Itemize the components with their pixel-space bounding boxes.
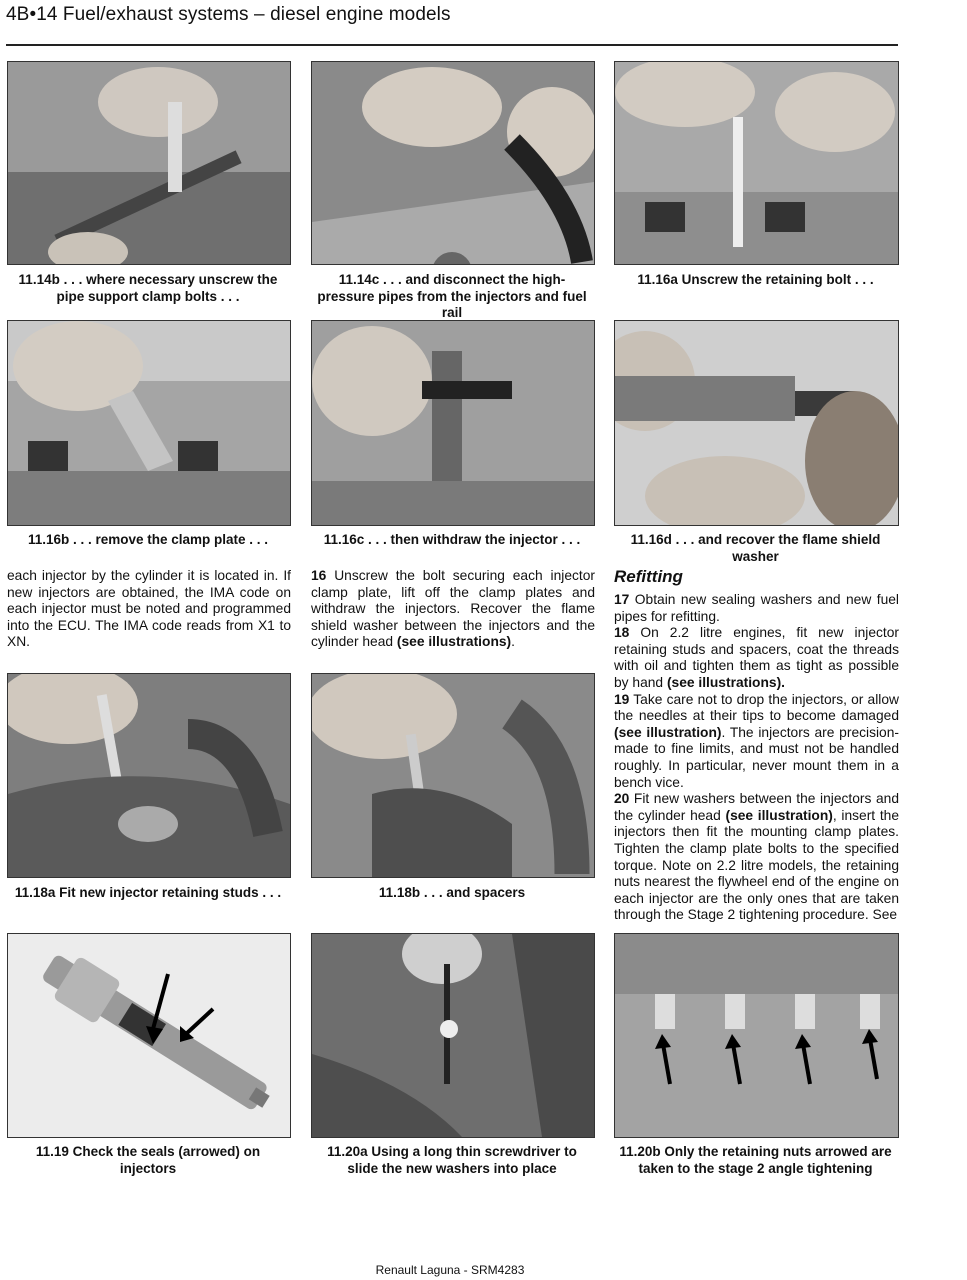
caption-11-16c: 11.16c . . . then withdraw the injector . . . xyxy=(323,532,581,547)
para-number-18: 18 xyxy=(614,625,630,641)
body-text-col1 xyxy=(7,568,291,651)
caption-11-14c: 11.14c . . . and disconnect the high-pressure pipes from the injectors and fuel rail xyxy=(317,272,587,320)
para-20-ref: (see illustration) xyxy=(725,807,833,823)
paragraph-17 xyxy=(614,592,899,625)
photo-11-16b xyxy=(7,320,291,526)
paragraph-19 xyxy=(614,692,899,792)
photo-11-18a xyxy=(7,673,291,878)
para-20-text: Fit new washers between the injectors and the cylinder head xyxy=(614,791,899,823)
body-text-col2 xyxy=(311,568,595,651)
paragraph-18 xyxy=(614,625,899,691)
photo-11-18b xyxy=(311,673,595,878)
paragraph-continuation: each injector by the cylinder it is located in. If new injectors are obtained, the IMA code on each injector must be noted and programmed into the ECU. The IMA code reads from X1 to XN. xyxy=(7,568,291,650)
page-number: 4B•14 xyxy=(6,4,58,25)
chapter-title: Fuel/exhaust systems – diesel engine models xyxy=(62,4,451,25)
page-footer: Renault Laguna - SRM4283 xyxy=(375,1263,525,1277)
para-19-end: . The injectors are precision-made to fine limits, and must not be handled roughly. In particular, never mount them in a bench vice. xyxy=(614,724,899,790)
header-rule xyxy=(6,44,898,46)
paragraph-20 xyxy=(614,791,899,924)
photo-11-16a xyxy=(614,61,899,265)
caption-11-20a: 11.20a Using a long thin screwdriver to slide the new washers into place xyxy=(327,1144,577,1176)
para-16-end: . xyxy=(511,634,515,650)
body-text-col3 xyxy=(614,592,899,924)
caption-11-19: 11.19 Check the seals (arrowed) on injectors xyxy=(35,1144,261,1176)
para-number-16: 16 xyxy=(311,568,327,583)
para-16-text: Unscrew the bolt securing each injector clamp plate, lift off the clamp plates and withdraw the injectors. Recover the flame shield washer between the injectors and the cylinder head xyxy=(311,568,595,650)
para-20-end: , insert the injectors then fit the mounting clamp plates. Tighten the clamp plate bolts to the specified torque. Note on 2.2 litre models, the retaining nuts nearest the flywheel end of the engine on each injector are the only ones that are taken through the Stage 2 tightening procedure. See xyxy=(614,807,900,923)
para-16-ref: (see illustrations) xyxy=(396,634,512,650)
caption-11-16b: 11.16b . . . remove the clamp plate . . . xyxy=(27,532,269,547)
photo-11-14c xyxy=(311,61,595,265)
para-number-17: 17 xyxy=(614,592,630,607)
caption-11-20b: 11.20b Only the retaining nuts arrowed are taken to the stage 2 angle tightening xyxy=(619,1144,892,1176)
caption-11-18b: 11.18b . . . and spacers xyxy=(378,885,526,900)
para-17-text: Obtain new sealing washers and new fuel pipes for refitting. xyxy=(614,592,899,624)
photo-11-16d xyxy=(614,320,899,526)
photo-11-20b xyxy=(614,933,899,1138)
page-header xyxy=(6,4,451,26)
para-number-20: 20 xyxy=(614,791,630,807)
para-18-text: On 2.2 litre engines, fit new injector retaining studs and spacers, coat the threads with oil and tighten them as tight as possible by hand xyxy=(614,625,899,690)
para-number-19: 19 xyxy=(614,691,630,707)
caption-11-14b: 11.14b . . . where necessary unscrew the pipe support clamp bolts . . . xyxy=(18,272,278,304)
caption-11-16a: 11.16a Unscrew the retaining bolt . . . xyxy=(637,272,874,287)
para-19-ref: (see illustration) xyxy=(614,724,722,740)
photo-11-16c xyxy=(311,320,595,526)
paragraph-16 xyxy=(311,568,595,651)
section-title-refitting: Refitting xyxy=(614,567,683,586)
photo-11-20a xyxy=(311,933,595,1138)
para-18-ref: (see illustrations). xyxy=(666,674,786,690)
photo-11-14b xyxy=(7,61,291,265)
caption-11-16d: 11.16d . . . and recover the flame shield washer xyxy=(630,532,881,564)
photo-11-19 xyxy=(7,933,291,1138)
para-19-text: Take care not to drop the injectors, or allow the needles at their tips to become damaged xyxy=(614,691,899,724)
caption-11-18a: 11.18a Fit new injector retaining studs . . . xyxy=(14,885,282,900)
